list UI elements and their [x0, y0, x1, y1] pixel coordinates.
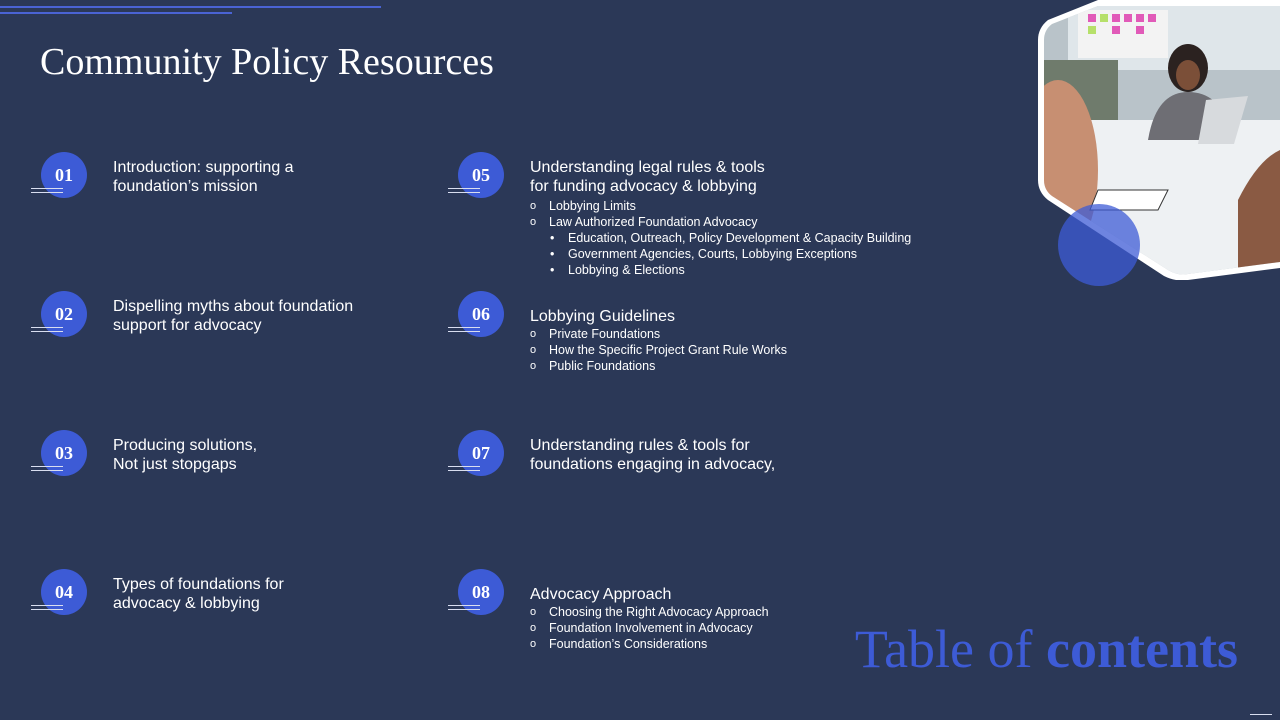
circle-bullet-icon: o: [530, 360, 537, 372]
slide-title: Community Policy Resources: [40, 41, 494, 83]
corner-accent-line: [1250, 714, 1272, 715]
item-05-title: Understanding legal rules & tools for funding advocacy & lobbying: [530, 159, 765, 195]
dot-bullet-icon: •: [550, 263, 555, 277]
badge-02: 02: [41, 291, 87, 337]
item-08-sublist: [530, 604, 769, 652]
circle-bullet-icon: o: [530, 622, 537, 634]
sub-item: o Private Foundations: [530, 327, 661, 341]
sub-item: o Public Foundations: [530, 359, 656, 373]
item-04-title: Types of foundations for advocacy & lobbying: [113, 576, 284, 612]
sub-item: o Law Authorized Foundation Advocacy: [530, 215, 758, 229]
item-06-title: Lobbying Guidelines: [530, 308, 675, 325]
badge-lines-07: [448, 466, 480, 472]
top-accent-line-short: [0, 12, 232, 14]
badge-01: 01: [41, 152, 87, 198]
circle-bullet-icon: o: [530, 638, 537, 650]
badge-05: 05: [458, 152, 504, 198]
circle-bullet-icon: o: [530, 328, 537, 340]
item-05-sublist: [530, 198, 911, 278]
decorative-circle: [1058, 204, 1140, 286]
sub-item: o Foundation’s Considerations: [530, 637, 708, 651]
circle-bullet-icon: o: [530, 344, 537, 356]
dot-bullet-icon: •: [550, 231, 555, 245]
subsub-item: • Education, Outreach, Policy Development & Capacity Building: [550, 231, 912, 245]
badge-lines-04: [31, 605, 63, 611]
sub-item: o How the Specific Project Grant Rule Works: [530, 343, 788, 357]
badge-lines-06: [448, 327, 480, 333]
badge-03: 03: [41, 430, 87, 476]
badge-04: 04: [41, 569, 87, 615]
sub-item: o Lobbying Limits: [530, 199, 636, 213]
subsub-item: • Government Agencies, Courts, Lobbying Exceptions: [550, 247, 858, 261]
circle-bullet-icon: o: [530, 606, 537, 618]
sub-item: o Choosing the Right Advocacy Approach: [530, 605, 769, 619]
item-03-title: Producing solutions, Not just stopgaps: [113, 437, 258, 473]
badge-07: 07: [458, 430, 504, 476]
badge-06: 06: [458, 291, 504, 337]
item-01-title: Introduction: supporting a foundation’s mission: [113, 159, 294, 195]
circle-bullet-icon: o: [530, 216, 537, 228]
item-08-title: Advocacy Approach: [530, 586, 672, 603]
subsub-item: • Lobbying & Elections: [550, 263, 685, 277]
item-06-sublist: [530, 326, 787, 374]
sub-item: o Foundation Involvement in Advocacy: [530, 621, 753, 635]
table-of-contents-heading: Table of contents: [854, 619, 1238, 679]
circle-bullet-icon: o: [530, 200, 537, 212]
badge-lines-08: [448, 605, 480, 611]
badge-lines-03: [31, 466, 63, 472]
badge-lines-01: [31, 188, 63, 194]
top-accent-line: [0, 6, 381, 8]
item-07-title: Understanding rules & tools for foundations engaging in advocacy,: [530, 437, 776, 473]
badge-08: 08: [458, 569, 504, 615]
dot-bullet-icon: •: [550, 247, 555, 261]
item-02-title: Dispelling myths about foundation support for advocacy: [113, 298, 354, 334]
badge-lines-05: [448, 188, 480, 194]
badge-lines-02: [31, 327, 63, 333]
